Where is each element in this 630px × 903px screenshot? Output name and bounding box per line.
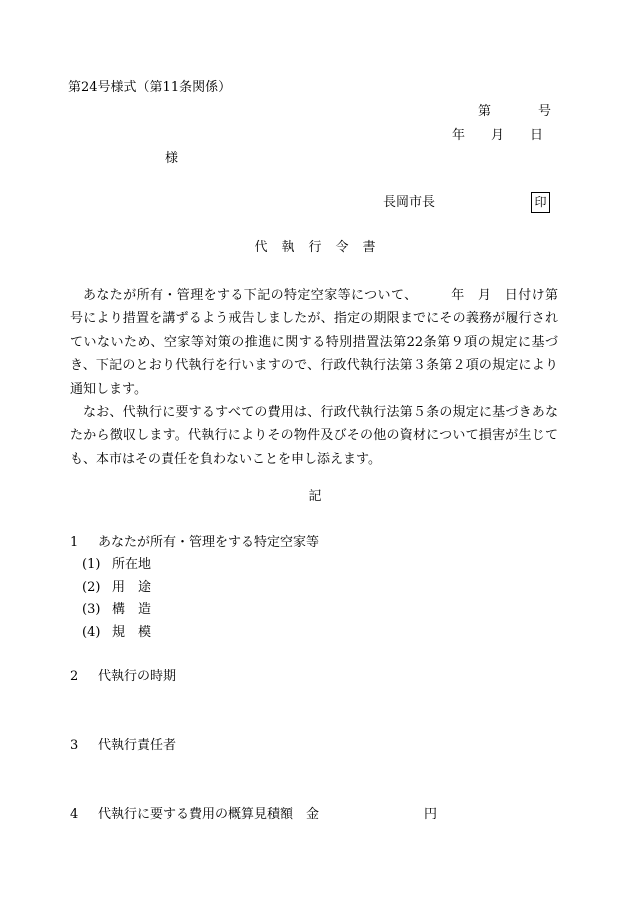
subitem-4: [82, 625, 151, 641]
document-title: 代執行令書: [254, 240, 390, 255]
seal-mark: 印: [531, 192, 550, 213]
item-2: [70, 669, 176, 685]
document-number: [478, 104, 551, 120]
item-1-label: あなたが所有・管理をする特定空家等: [98, 535, 320, 550]
item-4: [70, 807, 319, 823]
ki-heading: 記: [308, 489, 322, 504]
form-title: 第24号様式（第11条関係）: [68, 80, 232, 95]
issuer-name: 長岡市長: [383, 195, 436, 210]
item-2-number: 2: [70, 669, 79, 684]
body-paragraph-2: なお、代執行に要するすべての費用は、行政代執行法第５条の規定に基づきあなたから徴収します。代執行によりその物件及びその他の資材について損害が生じても、本市はその責任を負わないことを申し添えます。: [70, 405, 558, 467]
item-1-number: 1: [70, 535, 79, 550]
item-4-label: 代執行に要する費用の概算見積額 金: [98, 807, 320, 822]
subitem-3-number: (3): [82, 602, 101, 617]
item-1: [70, 535, 319, 551]
issue-date: [452, 128, 543, 144]
recipient-honorific: 様: [165, 151, 179, 166]
item-4-number: 4: [70, 807, 79, 822]
item-3-label: 代執行責任者: [98, 738, 177, 753]
doc-number-dai: 第: [478, 104, 492, 119]
subitem-4-label: 規 模: [112, 625, 152, 640]
date-month: 月: [491, 128, 505, 143]
subitem-1-label: 所在地: [112, 557, 152, 572]
date-year: 年: [452, 128, 466, 143]
subitem-2: [82, 580, 151, 596]
item-3: [70, 738, 176, 754]
body-paragraph-1: あなたが所有・管理をする下記の特定空家等について、 年 月 日付け第 号により措置を講ずるよう戒告しましたが、指定の期限までにその義務が履行されていないため、空家等対策の推進に関する特別措置法第22条第９項の規定に基づき、下記のとおり代執行を行いますので、行政代執行法第３条第２項の規定により通知します。: [70, 288, 572, 397]
body-text: [70, 284, 572, 471]
subitem-3-label: 構 造: [112, 602, 152, 617]
subitem-1-number: (1): [82, 557, 101, 572]
item-2-label: 代執行の時期: [98, 669, 177, 684]
doc-number-go: 号: [538, 104, 552, 119]
subitem-4-number: (4): [82, 625, 101, 640]
subitem-2-number: (2): [82, 580, 101, 595]
item-3-number: 3: [70, 738, 79, 753]
subitem-1: [82, 557, 151, 573]
yen-unit: 円: [424, 807, 438, 822]
date-day: 日: [530, 128, 544, 143]
subitem-3: [82, 602, 151, 618]
subitem-2-label: 用 途: [112, 580, 152, 595]
